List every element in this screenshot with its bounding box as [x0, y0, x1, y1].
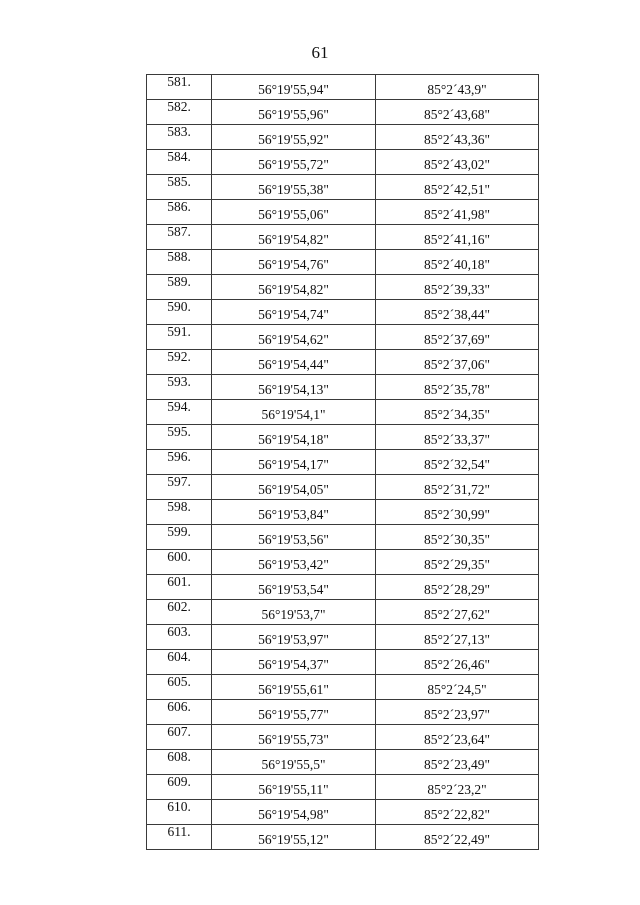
latitude-cell: 56°19'55,06" — [212, 200, 376, 225]
longitude-cell: 85°2´23,97" — [376, 700, 539, 725]
table-row — [147, 225, 539, 250]
point-number-cell: 610. — [147, 800, 212, 825]
longitude-cell: 85°2´43,9" — [376, 75, 539, 100]
table-row — [147, 250, 539, 275]
point-number-cell: 583. — [147, 125, 212, 150]
point-number-cell: 608. — [147, 750, 212, 775]
point-number-cell: 582. — [147, 100, 212, 125]
latitude-cell: 56°19'53,54" — [212, 575, 376, 600]
longitude-cell: 85°2´26,46" — [376, 650, 539, 675]
point-number-cell: 591. — [147, 325, 212, 350]
longitude-cell: 85°2´23,2" — [376, 775, 539, 800]
page-number: 61 — [311, 43, 329, 62]
latitude-cell: 56°19'55,96" — [212, 100, 376, 125]
longitude-cell: 85°2´41,16" — [376, 225, 539, 250]
longitude-cell: 85°2´30,35" — [376, 525, 539, 550]
point-number-cell: 597. — [147, 475, 212, 500]
table-row — [147, 100, 539, 125]
longitude-cell: 85°2´39,33" — [376, 275, 539, 300]
point-number-cell: 609. — [147, 775, 212, 800]
table-row — [147, 375, 539, 400]
table-row — [147, 825, 539, 850]
point-number-cell: 589. — [147, 275, 212, 300]
longitude-cell: 85°2´38,44" — [376, 300, 539, 325]
latitude-cell: 56°19'55,92" — [212, 125, 376, 150]
latitude-cell: 56°19'53,97" — [212, 625, 376, 650]
latitude-cell: 56°19'55,12" — [212, 825, 376, 850]
table-row — [147, 200, 539, 225]
latitude-cell: 56°19'54,82" — [212, 275, 376, 300]
table-row — [147, 125, 539, 150]
longitude-cell: 85°2´31,72" — [376, 475, 539, 500]
longitude-cell: 85°2´37,69" — [376, 325, 539, 350]
longitude-cell: 85°2´23,49" — [376, 750, 539, 775]
point-number-cell: 603. — [147, 625, 212, 650]
table-row — [147, 575, 539, 600]
longitude-cell: 85°2´43,68" — [376, 100, 539, 125]
latitude-cell: 56°19'54,37" — [212, 650, 376, 675]
table-row — [147, 275, 539, 300]
point-number-cell: 604. — [147, 650, 212, 675]
longitude-cell: 85°2´37,06" — [376, 350, 539, 375]
latitude-cell: 56°19'55,72" — [212, 150, 376, 175]
point-number-cell: 594. — [147, 400, 212, 425]
point-number-cell: 587. — [147, 225, 212, 250]
latitude-cell: 56°19'54,13" — [212, 375, 376, 400]
latitude-cell: 56°19'54,17" — [212, 450, 376, 475]
longitude-cell: 85°2´28,29" — [376, 575, 539, 600]
latitude-cell: 56°19'55,77" — [212, 700, 376, 725]
latitude-cell: 56°19'54,76" — [212, 250, 376, 275]
point-number-cell: 585. — [147, 175, 212, 200]
latitude-cell: 56°19'55,61" — [212, 675, 376, 700]
point-number-cell: 595. — [147, 425, 212, 450]
longitude-cell: 85°2´30,99" — [376, 500, 539, 525]
table-row — [147, 775, 539, 800]
table-row — [147, 450, 539, 475]
table-row — [147, 150, 539, 175]
latitude-cell: 56°19'55,94" — [212, 75, 376, 100]
table-row — [147, 350, 539, 375]
table-row — [147, 175, 539, 200]
longitude-cell: 85°2´40,18" — [376, 250, 539, 275]
table-row — [147, 325, 539, 350]
table-row — [147, 750, 539, 775]
longitude-cell: 85°2´24,5" — [376, 675, 539, 700]
latitude-cell: 56°19'53,42" — [212, 550, 376, 575]
point-number-cell: 584. — [147, 150, 212, 175]
longitude-cell: 85°2´29,35" — [376, 550, 539, 575]
point-number-cell: 598. — [147, 500, 212, 525]
coordinates-table — [146, 74, 539, 850]
point-number-cell: 599. — [147, 525, 212, 550]
latitude-cell: 56°19'53,7" — [212, 600, 376, 625]
latitude-cell: 56°19'54,74" — [212, 300, 376, 325]
latitude-cell: 56°19'54,82" — [212, 225, 376, 250]
latitude-cell: 56°19'54,05" — [212, 475, 376, 500]
point-number-cell: 600. — [147, 550, 212, 575]
table-row — [147, 75, 539, 100]
table-row — [147, 650, 539, 675]
latitude-cell: 56°19'54,18" — [212, 425, 376, 450]
longitude-cell: 85°2´23,64" — [376, 725, 539, 750]
longitude-cell: 85°2´35,78" — [376, 375, 539, 400]
table-row — [147, 675, 539, 700]
point-number-cell: 602. — [147, 600, 212, 625]
point-number-cell: 606. — [147, 700, 212, 725]
table-row — [147, 550, 539, 575]
latitude-cell: 56°19'55,5" — [212, 750, 376, 775]
longitude-cell: 85°2´41,98" — [376, 200, 539, 225]
point-number-cell: 586. — [147, 200, 212, 225]
point-number-cell: 581. — [147, 75, 212, 100]
point-number-cell: 607. — [147, 725, 212, 750]
longitude-cell: 85°2´42,51" — [376, 175, 539, 200]
latitude-cell: 56°19'54,98" — [212, 800, 376, 825]
table-row — [147, 800, 539, 825]
coordinates-table-body — [147, 75, 539, 850]
point-number-cell: 588. — [147, 250, 212, 275]
table-row — [147, 600, 539, 625]
table-row — [147, 525, 539, 550]
latitude-cell: 56°19'55,73" — [212, 725, 376, 750]
latitude-cell: 56°19'55,38" — [212, 175, 376, 200]
longitude-cell: 85°2´32,54" — [376, 450, 539, 475]
point-number-cell: 605. — [147, 675, 212, 700]
longitude-cell: 85°2´43,02" — [376, 150, 539, 175]
table-row — [147, 725, 539, 750]
latitude-cell: 56°19'54,44" — [212, 350, 376, 375]
latitude-cell: 56°19'54,1" — [212, 400, 376, 425]
point-number-cell: 593. — [147, 375, 212, 400]
table-row — [147, 300, 539, 325]
longitude-cell: 85°2´33,37" — [376, 425, 539, 450]
table-row — [147, 500, 539, 525]
latitude-cell: 56°19'53,56" — [212, 525, 376, 550]
point-number-cell: 611. — [147, 825, 212, 850]
table-row — [147, 425, 539, 450]
table-row — [147, 475, 539, 500]
longitude-cell: 85°2´22,49" — [376, 825, 539, 850]
longitude-cell: 85°2´34,35" — [376, 400, 539, 425]
table-row — [147, 700, 539, 725]
longitude-cell: 85°2´27,62" — [376, 600, 539, 625]
longitude-cell: 85°2´22,82" — [376, 800, 539, 825]
point-number-cell: 592. — [147, 350, 212, 375]
point-number-cell: 590. — [147, 300, 212, 325]
latitude-cell: 56°19'55,11" — [212, 775, 376, 800]
latitude-cell: 56°19'54,62" — [212, 325, 376, 350]
point-number-cell: 601. — [147, 575, 212, 600]
longitude-cell: 85°2´27,13" — [376, 625, 539, 650]
latitude-cell: 56°19'53,84" — [212, 500, 376, 525]
table-row — [147, 625, 539, 650]
table-row — [147, 400, 539, 425]
longitude-cell: 85°2´43,36" — [376, 125, 539, 150]
point-number-cell: 596. — [147, 450, 212, 475]
